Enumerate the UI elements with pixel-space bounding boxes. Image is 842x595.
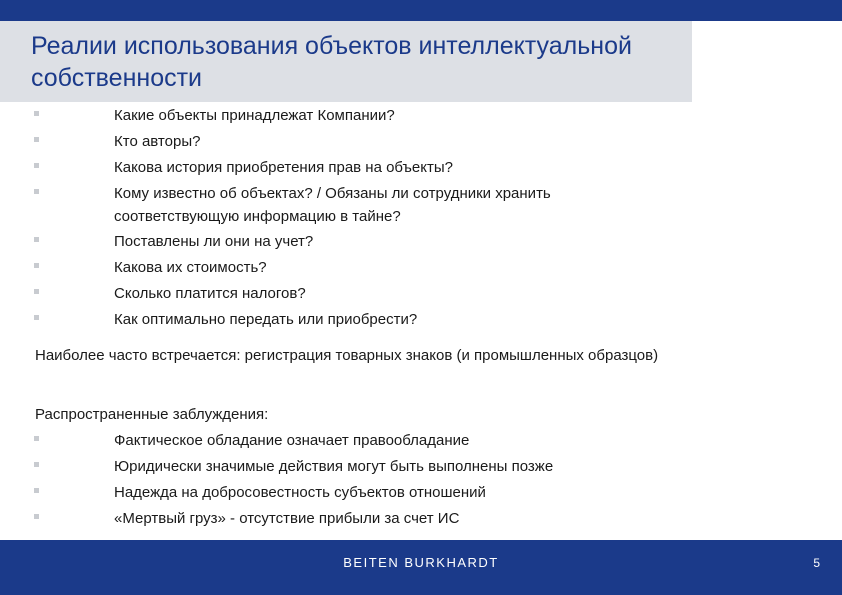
slide-title: Реалии использования объектов интеллектуальной собственности — [31, 32, 632, 92]
bullet-icon — [34, 111, 39, 116]
question-text: Какие объекты принадлежат Компании? — [114, 107, 395, 124]
question-text: Поставлены ли они на учет? — [114, 233, 314, 250]
bullet-icon — [34, 189, 39, 194]
bullet-icon — [34, 436, 39, 441]
question-text: Сколько платится налогов? — [114, 285, 306, 302]
bullet-icon — [34, 237, 39, 242]
question-text: Какова история приобретения прав на объекты? — [114, 159, 453, 176]
footer-bar — [0, 540, 842, 595]
top-bar — [0, 0, 842, 21]
bullet-icon — [34, 488, 39, 493]
question-text: Какова их стоимость? — [114, 259, 267, 276]
page-number: 5 — [813, 556, 820, 570]
misconceptions-heading: Распространенные заблуждения: — [35, 406, 269, 423]
brand-logo: BEITEN BURKHARDT — [343, 555, 499, 570]
misconception-text: Юридически значимые действия могут быть выполнены позже — [114, 458, 554, 475]
misconception-text: «Мертвый груз» - отсутствие прибыли за счет ИС — [114, 510, 460, 527]
bullet-icon — [34, 289, 39, 294]
bullet-icon — [34, 163, 39, 168]
bullet-icon — [34, 137, 39, 142]
bullet-icon — [34, 462, 39, 467]
question-text: Как оптимально передать или приобрести? — [114, 311, 418, 328]
common-note: Наиболее часто встречается: регистрация товарных знаков (и промышленных образцов) — [35, 347, 659, 364]
question-text: Кому известно об объектах? / Обязаны ли сотрудники хранить соответствующую информацию в тайне? — [114, 185, 551, 225]
bullet-icon — [34, 315, 39, 320]
bullet-icon — [34, 263, 39, 268]
misconception-text: Надежда на добросовестность субъектов отношений — [114, 484, 486, 501]
question-text: Кто авторы? — [114, 133, 201, 150]
misconception-text: Фактическое обладание означает правообладание — [114, 432, 470, 449]
bullet-icon — [34, 514, 39, 519]
